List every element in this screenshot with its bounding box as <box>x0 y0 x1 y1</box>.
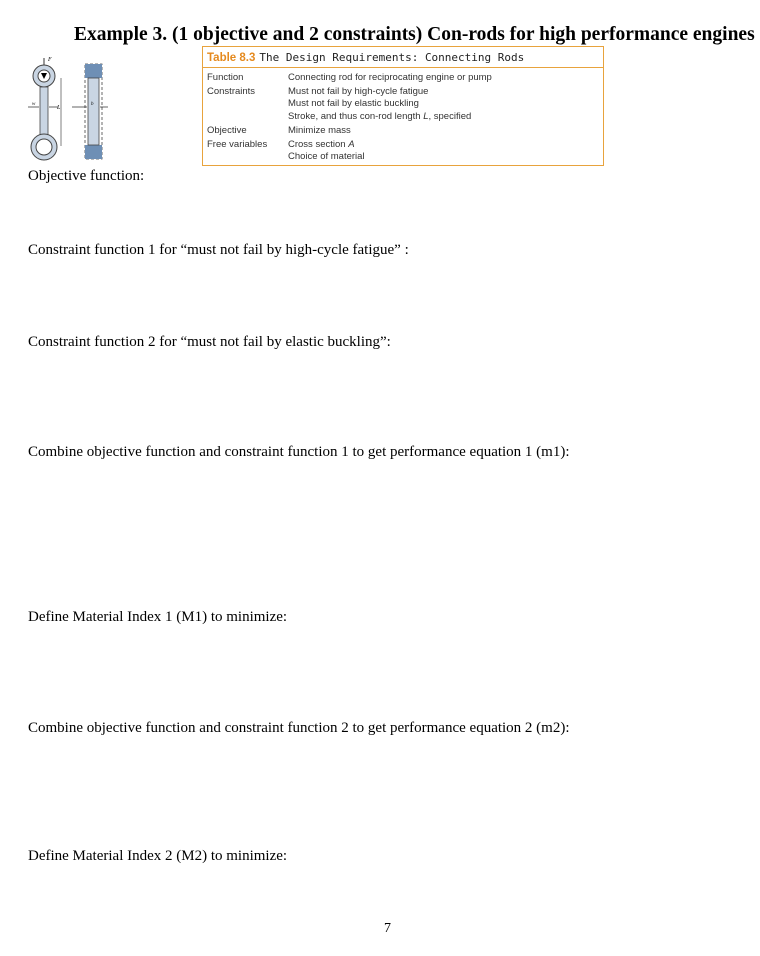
figure-label-load: F <box>48 57 52 63</box>
question-material-index-2: Define Material Index 2 (M2) to minimize: <box>28 848 288 864</box>
row-value: Must not fail by elastic buckling <box>288 98 419 110</box>
row-value: Choice of material <box>288 151 365 163</box>
table-header <box>203 47 603 68</box>
page-title: Example 3. (1 objective and 2 constraints) Con-rods for high performance engines <box>74 24 755 45</box>
row-label: Objective <box>207 125 247 136</box>
question-material-index-1: Define Material Index 1 (M1) to minimize: <box>28 609 288 625</box>
question-performance-equation-2: Combine objective function and constraint function 2 to get performance equation 2 (m2): <box>28 720 570 736</box>
page-number: 7 <box>384 921 391 936</box>
question-constraint-function-2: Constraint function 2 for “must not fail by elastic buckling”: <box>28 334 391 350</box>
row-values <box>288 139 365 164</box>
figure-label-width: w <box>32 102 36 107</box>
question-performance-equation-1: Combine objective function and constraint function 1 to get performance equation 1 (m1): <box>28 444 570 460</box>
table-caption: The Design Requirements: Connecting Rods <box>259 51 525 64</box>
row-value: Stroke, and thus con-rod length L, specified <box>288 110 472 122</box>
row-value: Cross section A <box>288 139 355 150</box>
table-number: Table 8.3 <box>207 52 256 64</box>
row-label: Free variables <box>207 139 268 150</box>
design-requirements-table <box>202 46 604 166</box>
row-label: Function <box>207 72 244 83</box>
row-value: Must not fail by high-cycle fatigue <box>288 86 429 97</box>
row-values <box>288 125 351 137</box>
question-objective-function: Objective function: <box>28 168 145 184</box>
row-values <box>288 72 492 84</box>
figure-label-thickness: b <box>91 102 94 107</box>
row-value: Minimize mass <box>288 125 351 136</box>
row-values <box>288 86 471 123</box>
row-label: Constraints <box>207 86 256 97</box>
con-rod-figure <box>28 56 110 164</box>
row-value: Connecting rod for reciprocating engine or pump <box>288 72 492 83</box>
question-constraint-function-1: Constraint function 1 for “must not fail by high-cycle fatigue” : <box>28 242 409 258</box>
figure-label-length: L <box>57 105 61 111</box>
